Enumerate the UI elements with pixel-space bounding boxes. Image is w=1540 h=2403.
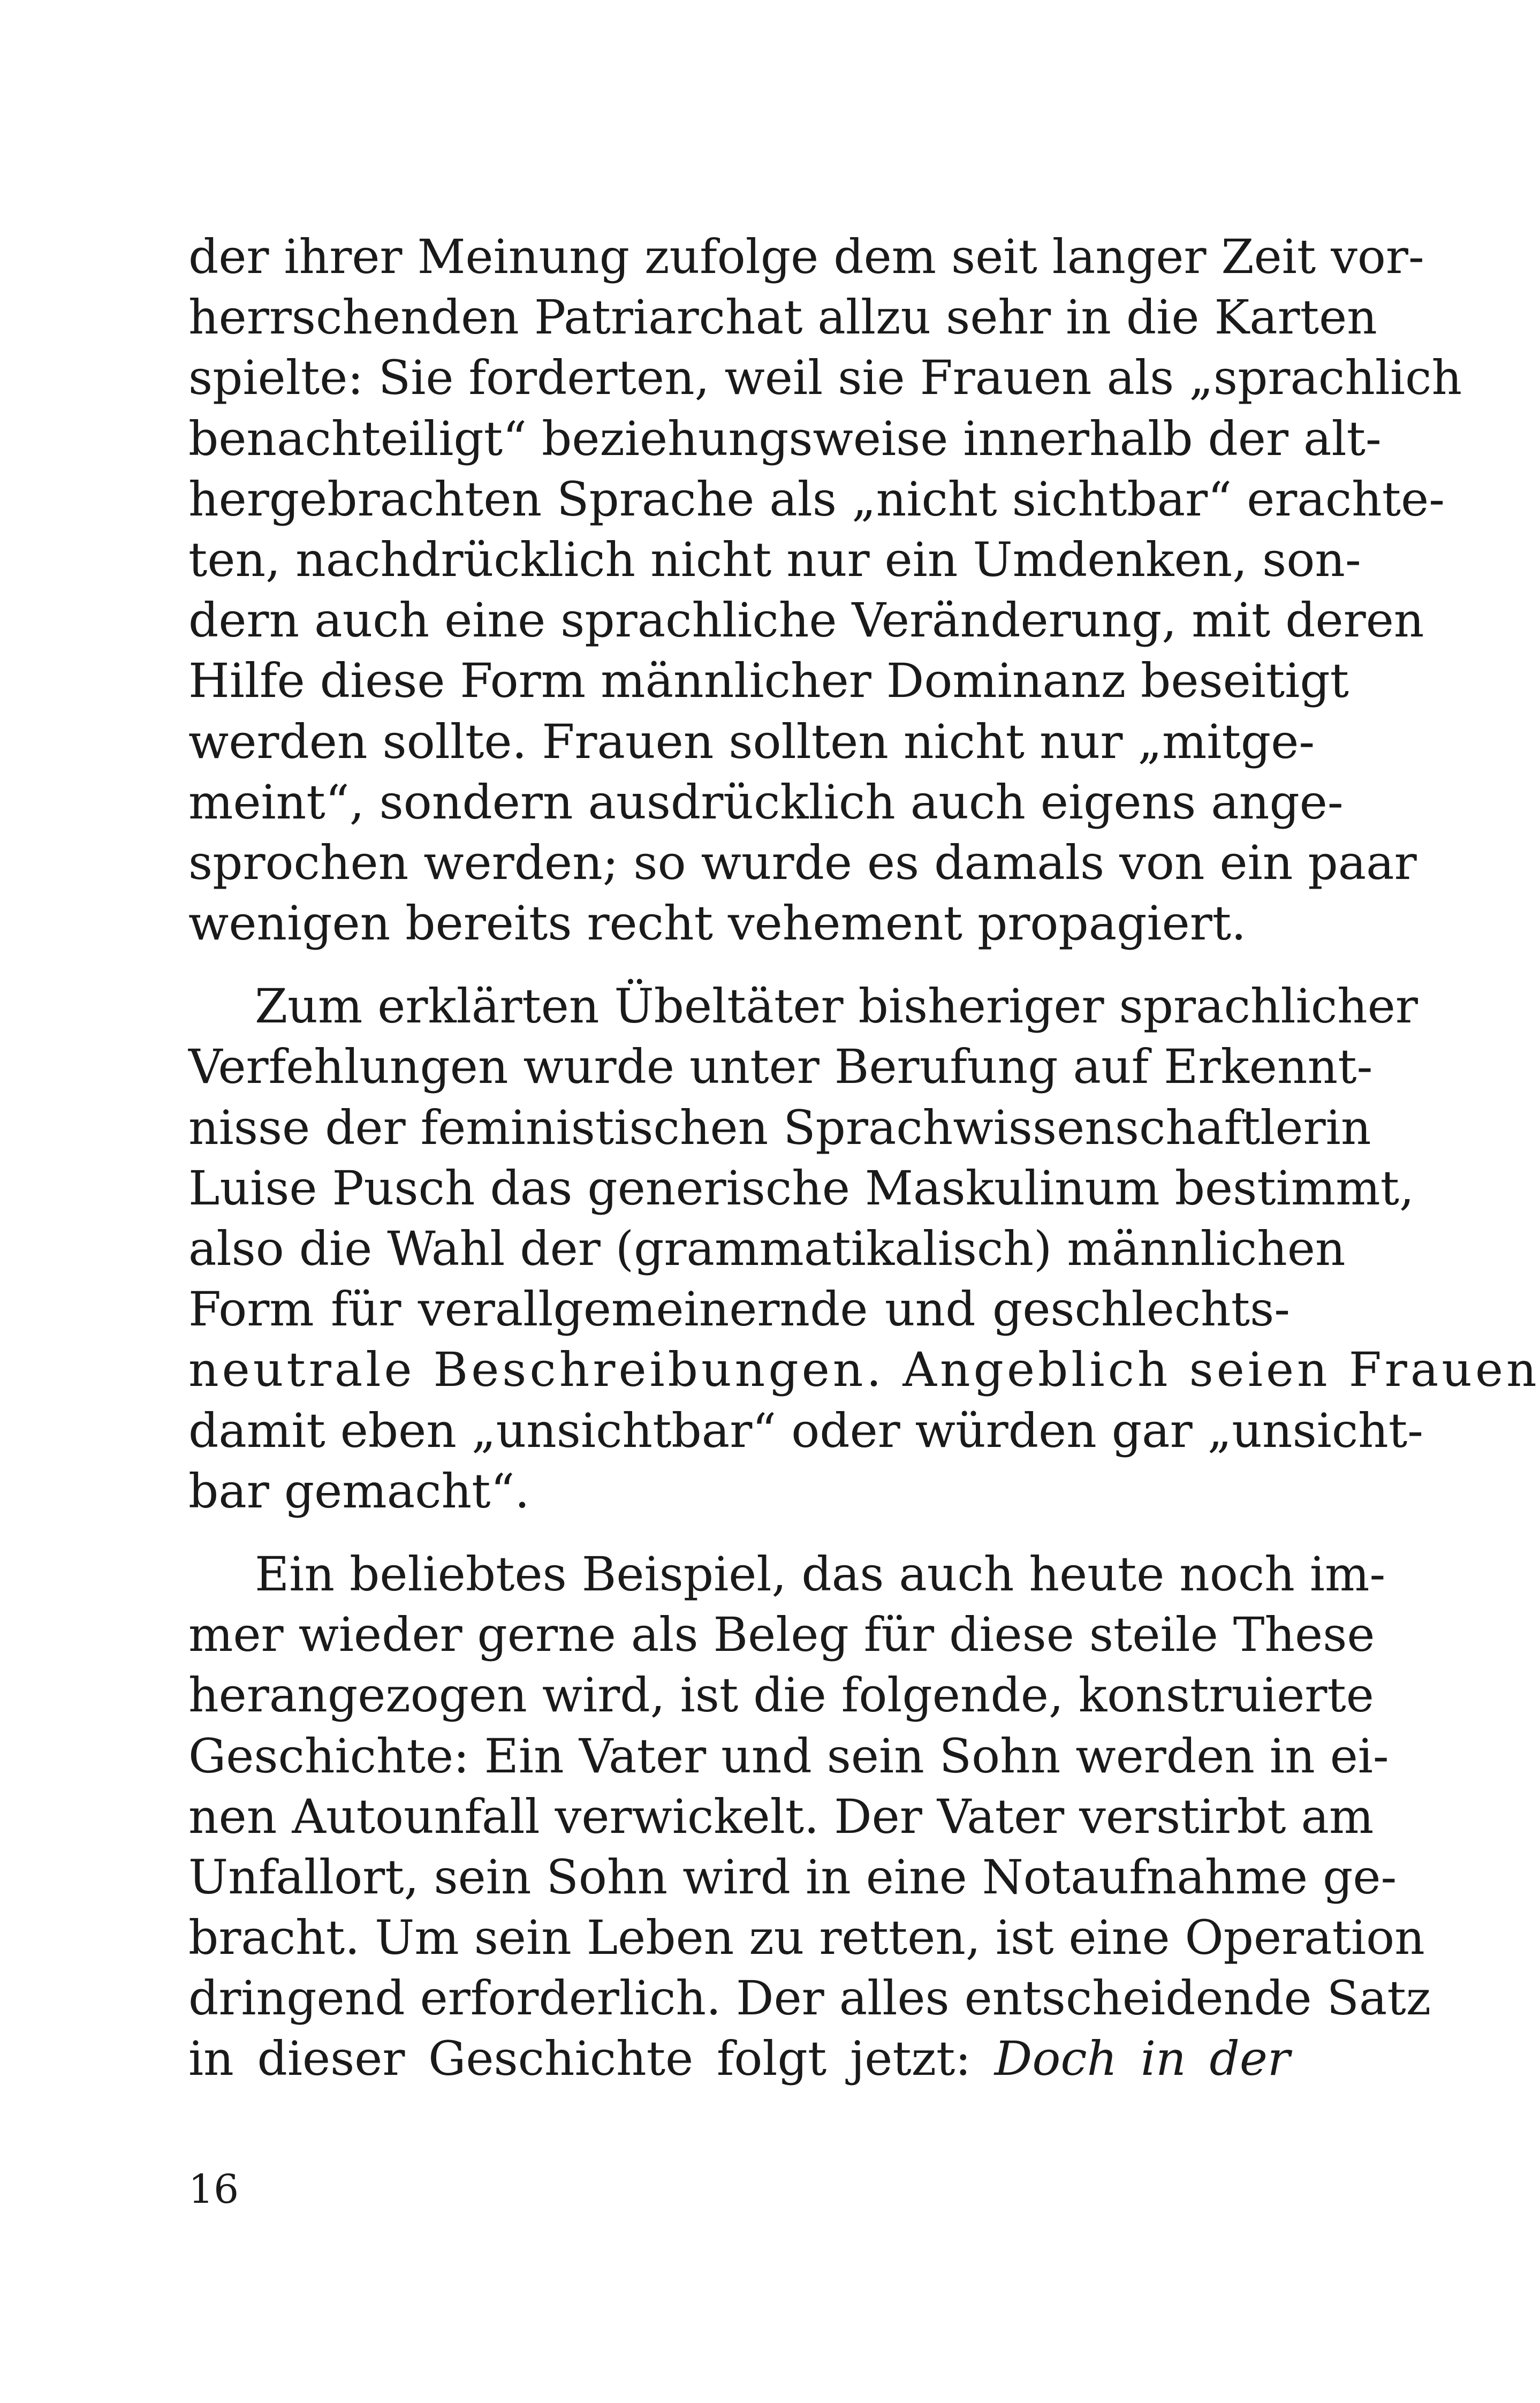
text-line: bar gemacht“.	[188, 1463, 530, 1519]
text-roman: in dieser Geschichte folgt jetzt:	[188, 2031, 972, 2087]
text-line: Unfallort, sein Sohn wird in eine Notaufnahme ge-	[188, 1849, 1397, 1905]
text-line: herangezogen wird, ist die folgende, konstruierte	[188, 1667, 1374, 1723]
text-line: werden sollte. Frauen sollten nicht nur „mitge-	[188, 714, 1315, 769]
text-line: herrschenden Patriarchat allzu sehr in die Karten	[188, 290, 1377, 345]
text-line: sprochen werden; so wurde es damals von ein paar	[188, 835, 1417, 890]
text-line: neutrale Beschreibungen. Angeblich seien Frauen	[188, 1342, 1540, 1398]
text-line: benachteiligt“ beziehungsweise innerhalb der alt-	[188, 411, 1382, 466]
text-line: Luise Pusch das generische Maskulinum bestimmt,	[188, 1160, 1415, 1216]
text-line: damit eben „unsichtbar“ oder würden gar „unsicht-	[188, 1403, 1423, 1458]
text-line: meint“, sondern ausdrücklich auch eigens ange-	[188, 774, 1344, 830]
text-line: spielte: Sie forderten, weil sie Frauen als „sprachlich	[188, 350, 1462, 406]
paragraph-1	[188, 226, 1462, 953]
text-line: Verfehlungen wurde unter Berufung auf Erkennt-	[188, 1039, 1373, 1095]
text-line: also die Wahl der (grammatikalisch) männlichen	[188, 1221, 1346, 1276]
text-line: dringend erforderlich. Der alles entscheidende Satz	[188, 1970, 1431, 2026]
text-line: hergebrachten Sprache als „nicht sichtbar“ erachte-	[188, 471, 1445, 527]
text-line: Ein beliebtes Beispiel, das auch heute noch im-	[255, 1546, 1386, 1602]
text-line: mer wieder gerne als Beleg für diese steile These	[188, 1607, 1375, 1663]
text-line: Hilfe diese Form männlicher Dominanz beseitigt	[188, 653, 1349, 709]
paragraph-spacer	[188, 953, 1290, 976]
page-number: 16	[188, 2166, 239, 2212]
page-body	[188, 226, 1540, 2089]
text-line: der ihrer Meinung zufolge dem seit langer Zeit vor-	[188, 229, 1424, 284]
text-line: Form für verallgemeinernde und geschlechts-	[188, 1282, 1290, 1337]
paragraph-2	[188, 976, 1540, 1521]
text-line: Geschichte: Ein Vater und sein Sohn werden in ei-	[188, 1728, 1389, 1784]
text-line	[188, 2028, 1290, 2089]
text-line: Zum erklärten Übeltäter bisheriger sprachlicher	[255, 979, 1418, 1034]
text-line: nen Autounfall verwickelt. Der Vater verstirbt am	[188, 1788, 1374, 1844]
text-line: nisse der feministischen Sprachwissenschaftlerin	[188, 1100, 1371, 1155]
text-line: dern auch eine sprachliche Veränderung, mit deren	[188, 593, 1424, 648]
paragraph-spacer	[188, 1521, 1290, 1544]
text-italic: Doch in der	[994, 2031, 1290, 2087]
text-line: bracht. Um sein Leben zu retten, ist eine Operation	[188, 1910, 1425, 1966]
paragraph-3	[188, 1544, 1431, 2089]
text-line: ten, nachdrücklich nicht nur ein Umdenken, son-	[188, 532, 1361, 587]
text-line: wenigen bereits recht vehement propagiert.	[188, 896, 1247, 951]
